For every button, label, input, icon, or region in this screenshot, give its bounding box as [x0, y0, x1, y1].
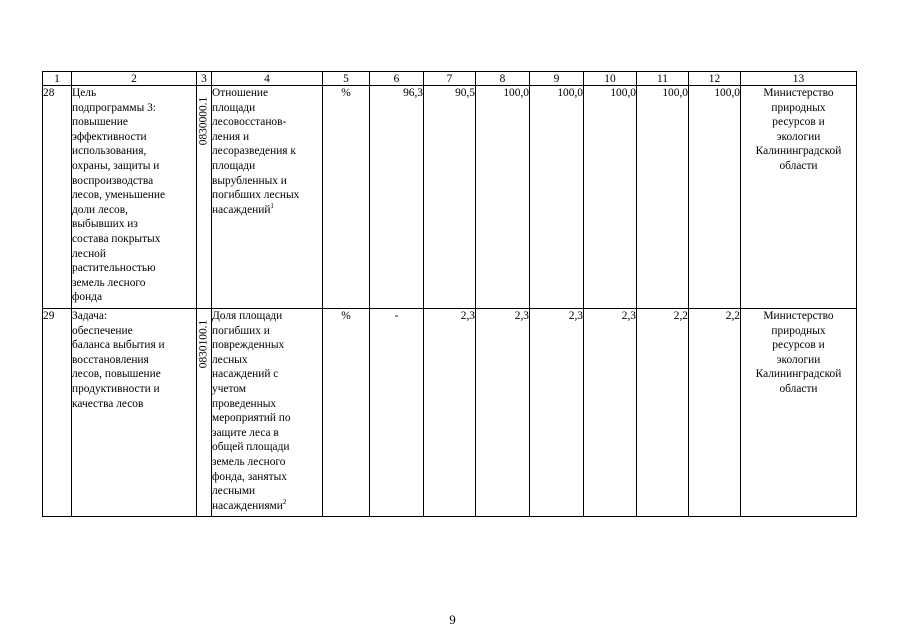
value-cell: 96,3 [370, 86, 424, 309]
footnote-mark: 1 [270, 201, 274, 210]
value-cell: 2,2 [689, 309, 741, 517]
code-cell [197, 86, 212, 309]
header-cell: 3 [197, 72, 212, 86]
header-cell: 1 [43, 72, 72, 86]
indicator-cell [212, 86, 323, 309]
header-row [43, 72, 857, 86]
goal-text: Цель подпрограммы 3: повышение эффективности использования, охраны, защиты и воспроизводства лесов, уменьшение доли лесов, выбывших из состава покрытых лесной растительностью земель лесного фонда [72, 86, 197, 309]
value-cell: 100,0 [637, 86, 689, 309]
value-cell: 100,0 [584, 86, 637, 309]
value-cell: 2,2 [637, 309, 689, 517]
goal-text: Задача: обеспечение баланса выбытия и восстановления лесов, повышение продуктивности и качества лесов [72, 309, 197, 517]
header-cell: 2 [72, 72, 197, 86]
page-number: 9 [449, 612, 456, 627]
value-cell: 2,3 [476, 309, 530, 517]
indicator-text: Доля площади погибших и поврежденных лесных насаждений с учетом проведенных мероприятий по защите леса в общей площади земель лесного фонда, занятых лесными насаждениями [212, 310, 291, 512]
code-cell [197, 309, 212, 517]
header-cell: 6 [370, 72, 424, 86]
header-cell: 4 [212, 72, 323, 86]
row-number: 28 [43, 86, 72, 309]
header-cell: 5 [323, 72, 370, 86]
value-cell: 100,0 [530, 86, 584, 309]
indicator-text: Отношение площади лесовосстанов- ления и лесоразведения к площади вырубленных и погибших лесных насаждений [212, 87, 300, 216]
value-cell: - [370, 309, 424, 517]
header-cell: 9 [530, 72, 584, 86]
header-cell: 7 [424, 72, 476, 86]
unit-cell: % [323, 309, 370, 517]
unit-cell: % [323, 86, 370, 309]
footnote-mark: 2 [282, 497, 287, 506]
value-cell: 90,5 [424, 86, 476, 309]
responsible-cell: Министерство природных ресурсов и экологии Калининградской области [741, 309, 857, 517]
header-cell: 11 [637, 72, 689, 86]
indicator-cell [212, 309, 323, 517]
table-row [43, 86, 857, 309]
program-code: 0830000.1 [197, 96, 210, 146]
header-cell: 8 [476, 72, 530, 86]
responsible-cell: Министерство природных ресурсов и экологии Калининградской области [741, 86, 857, 309]
value-cell: 2,3 [530, 309, 584, 517]
value-cell: 100,0 [476, 86, 530, 309]
indicators-table [42, 71, 857, 517]
header-cell: 10 [584, 72, 637, 86]
header-cell: 12 [689, 72, 741, 86]
table-row [43, 309, 857, 517]
header-cell: 13 [741, 72, 857, 86]
value-cell: 100,0 [689, 86, 741, 309]
row-number: 29 [43, 309, 72, 517]
value-cell: 2,3 [424, 309, 476, 517]
value-cell: 2,3 [584, 309, 637, 517]
program-code: 0830100.1 [197, 319, 210, 369]
